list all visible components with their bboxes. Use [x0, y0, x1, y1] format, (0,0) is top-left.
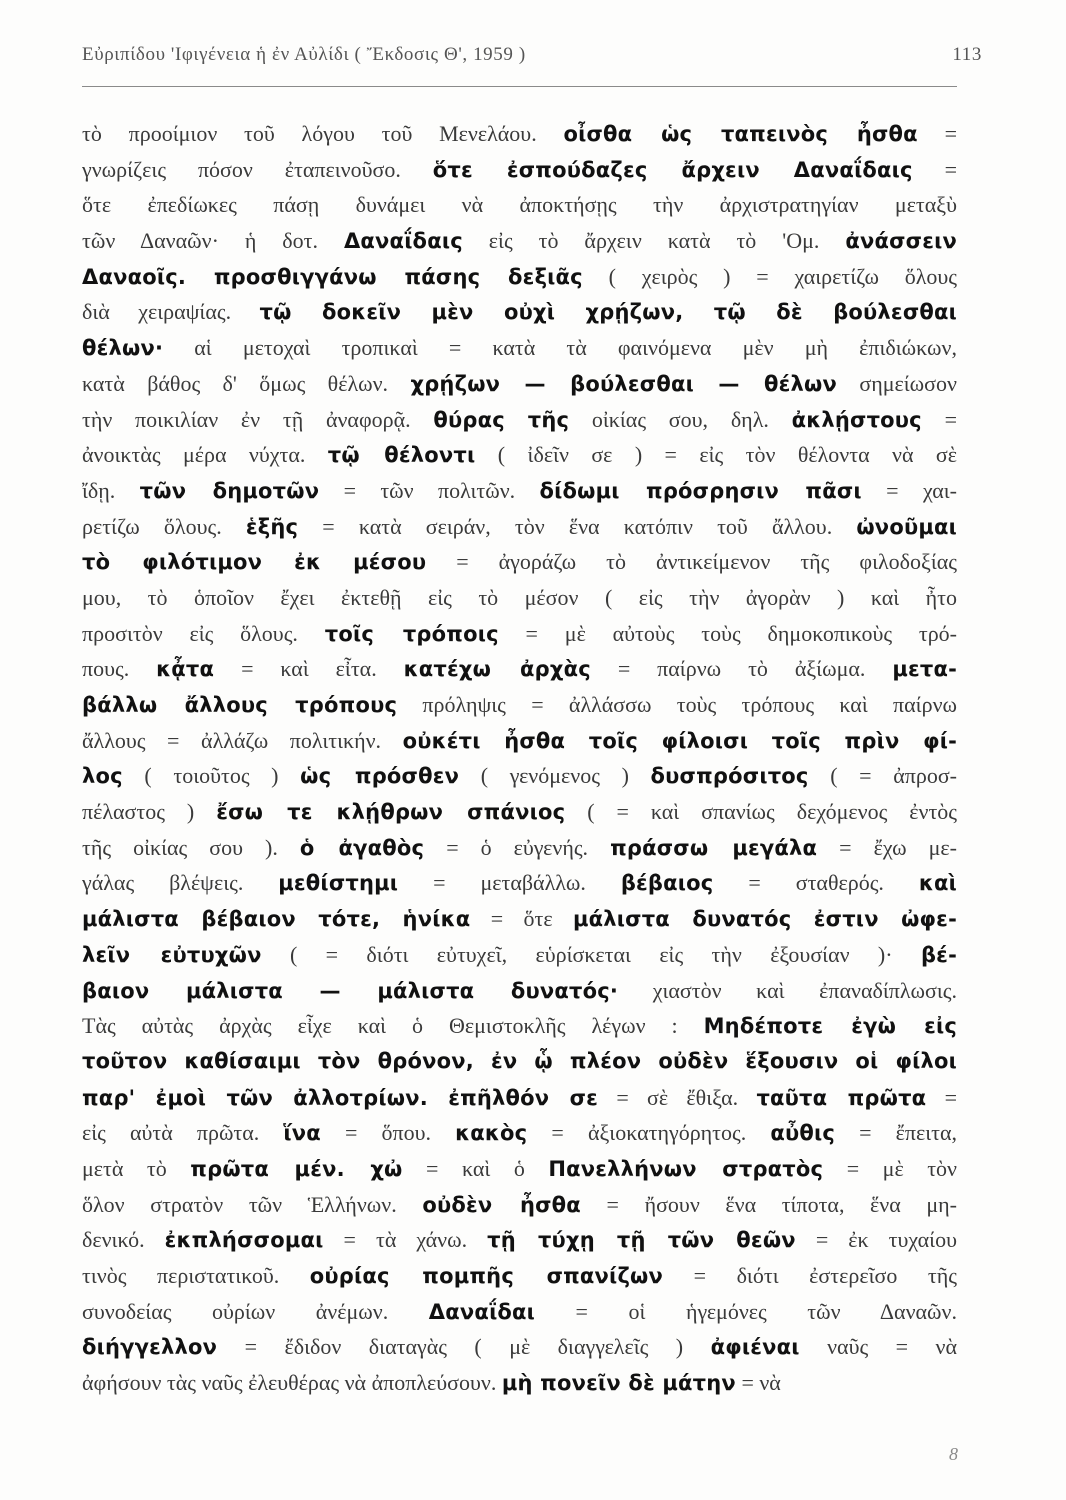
gloss-text: = ἀξιοκατηγόρητος.	[527, 1120, 771, 1146]
page-number: 113	[952, 44, 982, 65]
gloss-text: = οἱ ἡγεμόνες τῶν Δαναῶν.	[535, 1298, 957, 1324]
gloss-text: ( χειρὸς ) = χαιρετίζω ὅλους	[582, 263, 957, 289]
lemma-bold: ἀφιέναι	[710, 1335, 800, 1360]
text-line	[82, 1151, 957, 1187]
text-line	[82, 937, 957, 973]
text-line	[82, 1008, 957, 1044]
lemma-bold: τοῦτον καθίσαιμι τὸν θρόνον, ἐν ᾧ πλέον οὐδὲν ἕξουσιν οἱ φίλοι	[82, 1048, 957, 1073]
gloss-text: = καὶ εἶτα.	[214, 656, 404, 682]
gloss-text: δενικό.	[82, 1227, 165, 1253]
gloss-text: = νὰ	[735, 1370, 781, 1396]
lemma-bold: κατέχω ἀρχὰς	[403, 657, 591, 682]
gloss-text: συνοδείας οὐρίων ἀνέμων.	[82, 1298, 429, 1324]
text-line	[82, 1044, 957, 1080]
lemma-bold: δυσπρόσιτος	[650, 764, 809, 789]
lemma-bold: ἐκπλήσσομαι	[164, 1228, 324, 1253]
gloss-text: =	[921, 406, 957, 432]
lemma-bold: αὖθις	[770, 1121, 836, 1146]
gloss-text: = μὲ αὐτοὺς τοὺς δημοκοπικοὺς τρό-	[498, 620, 957, 646]
lemma-bold: ταῦτα πρῶτα	[756, 1085, 927, 1110]
gloss-text: ( γενόμενος )	[459, 763, 651, 789]
lemma-bold: μὴ πονεῖν δὲ μάτην	[501, 1371, 736, 1396]
lemma-bold: βέ-	[920, 942, 957, 967]
text-line	[82, 616, 957, 652]
gloss-text: = διότι ἐστερεῖσο τῆς	[663, 1263, 957, 1288]
gloss-text: γνωρίζεις πόσον ἐταπεινοῦσο.	[82, 156, 433, 182]
gloss-text: μου, τὸ ὁποῖον ἔχει ἐκτεθῇ εἰς τὸ μέσον ( εἰς τὴν ἀγορὰν ) καὶ ἦτο	[82, 584, 957, 610]
text-line	[82, 830, 957, 866]
lemma-bold: βάλλω ἄλλους τρόπους	[82, 693, 398, 717]
lemma-bold: ἑξῆς	[245, 514, 299, 539]
gloss-text: ἴδῃ.	[82, 477, 140, 503]
running-title: Εὐριπίδου 'Ιφιγένεια ἡ ἐν Αὐλίδι ( Ἔκδοσις Θ', 1959 )	[82, 44, 526, 65]
gloss-text: τινὸς περιστατικοῦ.	[82, 1263, 310, 1288]
gloss-text: μετὰ τὸ	[82, 1155, 191, 1181]
lemma-bold: ἵνα	[283, 1121, 321, 1146]
text-line	[82, 402, 957, 438]
text-line	[82, 187, 957, 223]
gloss-text: ( = ἀπροσ-	[808, 763, 957, 789]
commentary-text	[82, 116, 957, 1401]
lemma-bold: πράσσω μεγάλα	[610, 835, 818, 860]
lemma-bold: βαιον μάλιστα — μάλιστα δυνατός·	[82, 978, 619, 1003]
header-rule	[82, 86, 957, 87]
text-line	[82, 509, 957, 545]
lemma-bold: διήγγελλον	[82, 1335, 218, 1360]
gloss-text: τὴν ποικιλίαν ἐν τῇ ἀναφορᾷ.	[82, 406, 434, 432]
lemma-bold: χρῄζων — βούλεσθαι — θέλων	[410, 371, 837, 396]
gloss-text: πους.	[82, 656, 157, 682]
text-line	[82, 544, 957, 580]
gloss-text: χιαστὸν καὶ ἐπαναδίπλωσις.	[618, 977, 957, 1003]
lemma-bold: τοῖς τρόποις	[324, 621, 499, 646]
gloss-text: = ὅτε	[470, 906, 573, 932]
lemma-bold: Μηδέποτε ἐγὼ εἰς	[703, 1014, 957, 1039]
lemma-bold: μεθίστημι	[278, 871, 399, 896]
gloss-text: οἰκίας σου, δηλ.	[569, 406, 792, 432]
gloss-text: γάλας βλέψεις.	[82, 870, 279, 896]
text-line	[82, 651, 957, 687]
gloss-text: προσιτὸν εἰς ὅλους.	[82, 620, 325, 646]
gloss-text: = ἤσουν ἕνα τίποτα, ἕνα μη-	[580, 1191, 957, 1217]
gloss-text: τὸ προοίμιον τοῦ λόγου τοῦ Μενελάου.	[82, 121, 564, 146]
gloss-text: τῶν Δαναῶν· ἡ δοτ.	[82, 228, 344, 254]
text-line	[82, 1080, 957, 1116]
text-line	[82, 330, 957, 366]
lemma-bold: κᾆτα	[156, 657, 215, 682]
gloss-text: Τὰς αὐτὰς ἀρχὰς εἶχε καὶ ὁ Θεμιστοκλῆς λέγων :	[82, 1013, 704, 1039]
lemma-bold: ὅτε ἐσπούδαζες ἄρχειν Δαναΐδαις	[432, 157, 913, 182]
lemma-bold: ὁ ἀγαθὸς	[299, 835, 425, 860]
lemma-bold: καὶ	[918, 871, 957, 896]
lemma-bold: μάλιστα βέβαιον τότε, ἡνίκα	[82, 907, 471, 932]
lemma-bold: ἀκλῄστους	[791, 407, 922, 432]
gloss-text: τῆς οἰκίας σου ).	[82, 834, 300, 860]
gloss-text: ( = καὶ σπανίως δεχόμενος ἐντὸς	[565, 799, 957, 825]
gloss-text: = ἔπειτα,	[835, 1120, 957, 1146]
gloss-text: = σταθερός.	[713, 870, 919, 896]
text-line	[82, 901, 957, 937]
text-line	[82, 1329, 957, 1365]
gloss-text: = ἔχω με-	[817, 834, 957, 860]
gloss-text: ὅτε ἐπεδίωκες πάσῃ δυνάμει νὰ ἀποκτήσῃς τὴν ἀρχιστρατηγίαν μεταξὺ	[82, 192, 957, 218]
lemma-bold: λος	[82, 764, 123, 789]
lemma-bold: λεῖν εὐτυχῶν	[82, 942, 262, 967]
lemma-bold: τῶν δημοτῶν	[139, 478, 320, 503]
text-line	[82, 1222, 957, 1258]
lemma-bold: βέβαιος	[620, 871, 714, 896]
text-line	[82, 758, 957, 794]
lemma-bold: μετα-	[892, 657, 957, 682]
gloss-text: = καὶ ὁ	[402, 1155, 549, 1181]
lemma-bold: οὐδὲν ἦσθα	[422, 1192, 581, 1217]
gloss-text: ( τοιοῦτος )	[122, 763, 301, 789]
text-line	[82, 865, 957, 901]
text-line	[82, 723, 957, 759]
lemma-bold: Πανελλήνων στρατὸς	[548, 1156, 824, 1181]
text-line	[82, 1115, 957, 1151]
lemma-bold: θύρας	[433, 407, 505, 432]
gloss-text: = μεταβάλλω.	[398, 870, 621, 896]
lemma-bold: ἀνάσσειν	[845, 229, 957, 254]
gloss-text: = ἀγοράζω τὸ ἀντικείμενον τῆς φιλοδοξίας	[426, 549, 957, 575]
gloss-text: =	[926, 1084, 957, 1110]
gloss-text: ναῦς = νὰ	[799, 1334, 957, 1360]
text-line	[82, 1258, 957, 1294]
lemma-bold: οὐκέτι ἦσθα τοῖς φίλοισι τοῖς πρὶν φί-	[402, 728, 957, 753]
text-line	[82, 687, 957, 723]
lemma-bold: Δαναοῖς. προσθιγγάνω πάσης δεξιᾶς	[82, 264, 583, 289]
text-line	[82, 116, 957, 152]
text-line	[82, 223, 957, 259]
text-line	[82, 437, 957, 473]
gloss-text: = σὲ ἔθιξα.	[598, 1084, 757, 1110]
lemma-bold: ὡς πρόσθεν	[300, 764, 460, 789]
gloss-text: = παίρνω τὸ ἀξίωμα.	[590, 656, 893, 682]
gloss-text: ( = διότι εὐτυχεῖ, εὑρίσκεται εἰς τὴν ἐξουσίαν )·	[261, 941, 921, 967]
gloss-text: =	[912, 156, 957, 182]
gloss-text: = ὅπου.	[320, 1120, 456, 1146]
gloss-text: σημείωσον	[836, 370, 957, 396]
lemma-bold: μάλιστα δυνατός ἐστιν ὠφε-	[573, 907, 957, 932]
text-line	[82, 1365, 957, 1401]
text-line	[82, 1294, 957, 1330]
gloss-text: = τὰ χάνω.	[323, 1227, 488, 1253]
text-line	[82, 973, 957, 1009]
lemma-bold: οὐρίας πομπῆς σπανίζων	[309, 1264, 664, 1288]
gloss-text: ( ἰδεῖν σε ) = εἰς τὸν θέλοντα νὰ σὲ	[475, 442, 957, 468]
lemma-bold: τῷ θέλοντι	[327, 443, 476, 468]
lemma-bold: θέλων·	[82, 336, 164, 361]
lemma-bold: δίδωμι πρόσρησιν πᾶσι	[539, 478, 862, 503]
gloss-text: = ὁ εὐγενής.	[424, 834, 611, 860]
gloss-text: πρόληψις = ἀλλάσσω τοὺς τρόπους καὶ παίρνω	[397, 692, 957, 717]
lemma-bold: κακὸς	[455, 1121, 528, 1146]
text-line	[82, 152, 957, 188]
gloss-text: αἱ μετοχαὶ τροπικαὶ = κατὰ τὰ φαινόμενα μὲν μὴ ἐπιδιώκων,	[163, 335, 957, 361]
lemma-bold: τῷ δοκεῖν μὲν οὐχὶ χρῄζων, τῷ δὲ βούλεσθαι	[259, 300, 957, 325]
lemma-bold: παρ' ἐμοὶ τῶν ἀλλοτρίων. ἐπῆλθόν σε	[82, 1085, 599, 1110]
gloss-text: = ἐκ τυχαίου	[795, 1227, 957, 1253]
text-line	[82, 794, 957, 830]
gloss-text: = ἔδιδον διαταγὰς ( μὲ διαγγελεῖς )	[217, 1334, 711, 1360]
lemma-bold: ἔσω τε κλῄθρων σπάνιος	[216, 800, 566, 825]
gloss-text: =	[917, 121, 957, 146]
gloss-text: ρετίζω ὅλους.	[82, 513, 246, 539]
lemma-bold: Δαναΐδαι	[428, 1299, 535, 1324]
gloss-text	[505, 407, 528, 432]
lemma-bold: οἶσθα ὡς ταπεινὸς ἦσθα	[563, 122, 918, 146]
gloss-text: εἰς τὸ ἄρχειν κατὰ τὸ 'Ομ.	[462, 228, 846, 254]
lemma-bold: Δαναΐδαις	[343, 229, 463, 254]
gloss-text: ὅλον στρατὸν τῶν Ἑλλήνων.	[82, 1191, 423, 1217]
lemma-bold: τὸ φιλότιμον ἐκ μέσου	[82, 550, 427, 575]
lemma-bold: τῇ τύχῃ τῇ τῶν θεῶν	[487, 1228, 796, 1253]
gloss-text: ἀφήσουν τὰς ναῦς ἐλευθέρας νὰ ἀποπλεύσουν.	[82, 1370, 502, 1396]
text-line	[82, 1187, 957, 1223]
text-line	[82, 366, 957, 402]
text-line	[82, 580, 957, 616]
text-line	[82, 473, 957, 509]
text-line	[82, 259, 957, 295]
gloss-text: ἄλλους = ἀλλάζω πολιτικήν.	[82, 727, 403, 753]
lemma-bold: τῆς	[527, 407, 570, 432]
printer-signature-mark: 8	[949, 1444, 958, 1464]
gloss-text: = τῶν πολιτῶν.	[319, 477, 540, 503]
lemma-bold: ὠνοῦμαι	[856, 514, 957, 539]
running-head	[82, 44, 982, 80]
gloss-text: κατὰ βάθος δ' ὅμως θέλων.	[82, 370, 411, 396]
gloss-text: = χαι-	[861, 477, 957, 503]
text-line	[82, 294, 957, 330]
gloss-text: πέλαστος )	[82, 799, 217, 825]
gloss-text: = μὲ τὸν	[823, 1155, 957, 1181]
gloss-text: εἰς αὐτὰ πρῶτα.	[82, 1120, 284, 1146]
gloss-text: διὰ χειραψίας.	[82, 299, 260, 325]
gloss-text: ἀνοικτὰς μέρα νύχτα.	[82, 442, 328, 468]
lemma-bold: πρῶτα μέν. χὠ	[190, 1156, 403, 1181]
gloss-text: = κατὰ σειράν, τὸν ἕνα κατόπιν τοῦ ἄλλου.	[298, 513, 857, 539]
